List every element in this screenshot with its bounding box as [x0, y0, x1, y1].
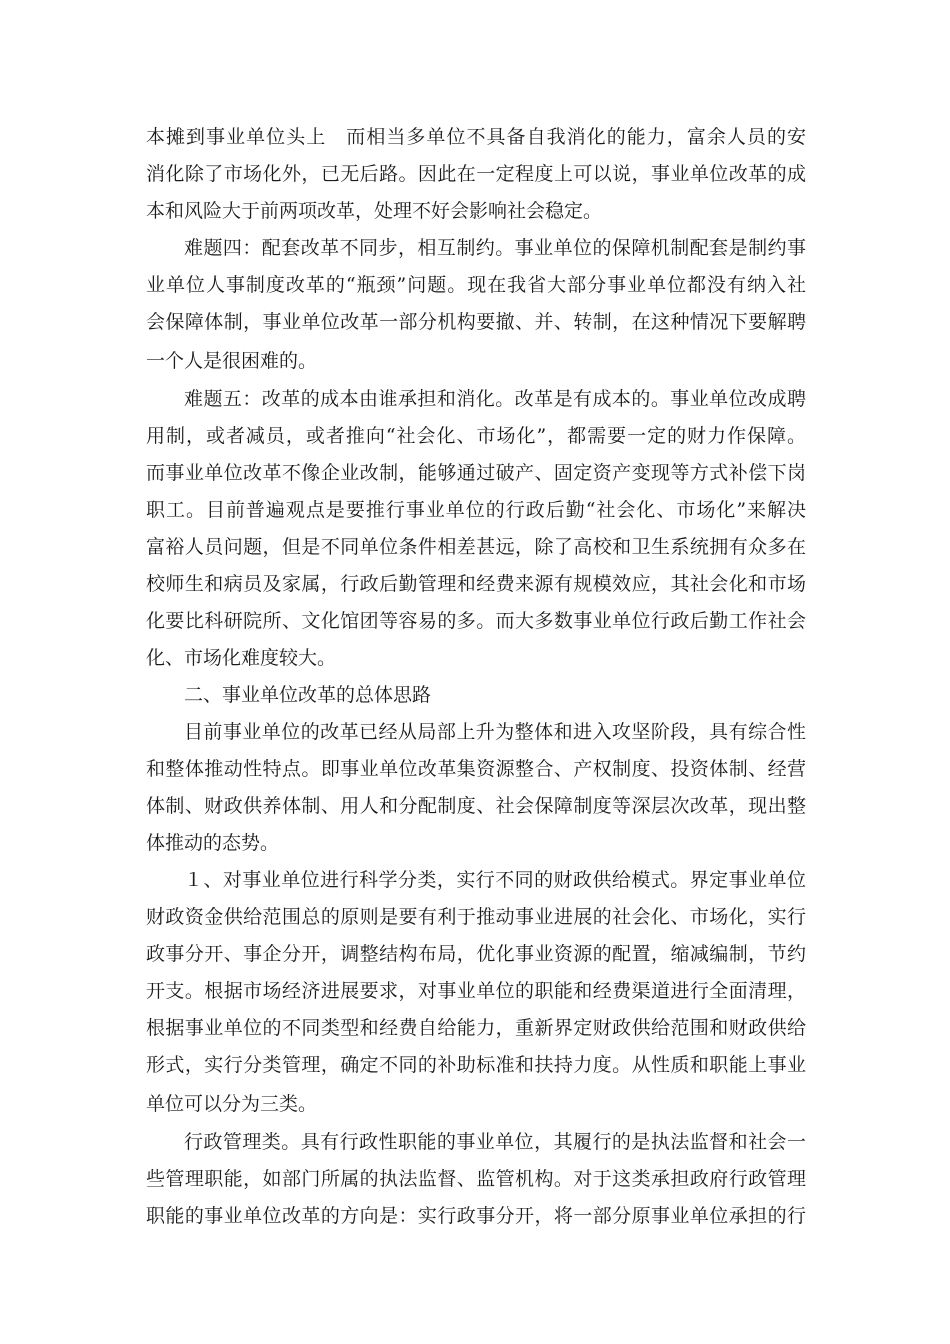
text-line: 开支。根据市场经济进展要求，对事业单位的职能和经费渠道进行全面清理，: [146, 980, 806, 1002]
text-line: １、对事业单位进行科学分类，实行不同的财政供给模式。界定事业单位: [184, 869, 806, 891]
text-line: 职工。目前普遍观点是要推行事业单位的行政后勤“社会化、市场化”来解决: [146, 499, 806, 521]
text-line: 会保障体制，事业单位改革一部分机构要撤、并、转制，在这种情况下要解聘: [146, 311, 806, 333]
text-line: 体制、财政供养体制、用人和分配制度、社会保障制度等深层次改革，现出整: [146, 795, 806, 817]
text-line: 一个人是很困难的。: [146, 350, 318, 372]
text-line: 校师生和病员及家属，行政后勤管理和经费来源有规模效应，其社会化和市场: [146, 573, 806, 595]
text-line: 目前事业单位的改革已经从局部上升为整体和进入攻坚阶段，具有综合性: [184, 721, 806, 743]
text-line: 本摊到事业单位头上 而相当多单位不具备自我消化的能力，富余人员的安: [146, 126, 806, 148]
text-line: 而事业单位改革不像企业改制，能够通过破产、固定资产变现等方式补偿下岗: [146, 462, 806, 484]
text-line: 难题五：改革的成本由谁承担和消化。改革是有成本的。事业单位改成聘: [184, 388, 806, 410]
text-line: 形式，实行分类管理，确定不同的补助标准和扶持力度。从性质和职能上事业: [146, 1054, 806, 1076]
text-line: 化、市场化难度较大。: [146, 647, 337, 669]
text-line: 用制，或者减员，或者推向“社会化、市场化”，都需要一定的财力作保障。: [146, 425, 806, 447]
text-line: 化要比科研院所、文化馆团等容易的多。而大多数事业单位行政后勤工作社会: [146, 610, 806, 632]
text-line: 根据事业单位的不同类型和经费自给能力，重新界定财政供给范围和财政供给: [146, 1017, 806, 1039]
text-line: 富裕人员问题，但是不同单位条件相差甚远，除了高校和卫生系统拥有众多在: [146, 536, 806, 558]
document-body: [146, 119, 806, 1235]
text-line: 体推动的态势。: [146, 832, 280, 854]
text-line: 消化除了市场化外，已无后路。因此在一定程度上可以说，事业单位改革的成: [146, 163, 806, 185]
text-line: 财政资金供给范围总的原则是要有利于推动事业进展的社会化、市场化，实行: [146, 906, 806, 928]
text-line: 政事分开、事企分开，调整结构布局，优化事业资源的配置，缩减编制，节约: [146, 943, 806, 965]
text-line: 行政管理类。具有行政性职能的事业单位，其履行的是执法监督和社会一: [184, 1131, 806, 1153]
text-line: 业单位人事制度改革的“瓶颈”问题。现在我省大部分事业单位都没有纳入社: [146, 274, 806, 296]
section-heading: 二、事业单位改革的总体思路: [184, 684, 432, 706]
text-line: 单位可以分为三类。: [146, 1093, 318, 1115]
text-line: 和整体推动性特点。即事业单位改革集资源整合、产权制度、投资体制、经营: [146, 758, 806, 780]
text-line: 本和风险大于前两项改革，处理不好会影响社会稳定。: [146, 200, 603, 222]
text-line: 难题四：配套改革不同步，相互制约。事业单位的保障机制配套是制约事: [184, 237, 806, 259]
text-line: 些管理职能，如部门所属的执法监督、监管机构。对于这类承担政府行政管理: [146, 1168, 806, 1190]
text-line: 职能的事业单位改革的方向是：实行政事分开，将一部分原事业单位承担的行: [146, 1205, 806, 1227]
